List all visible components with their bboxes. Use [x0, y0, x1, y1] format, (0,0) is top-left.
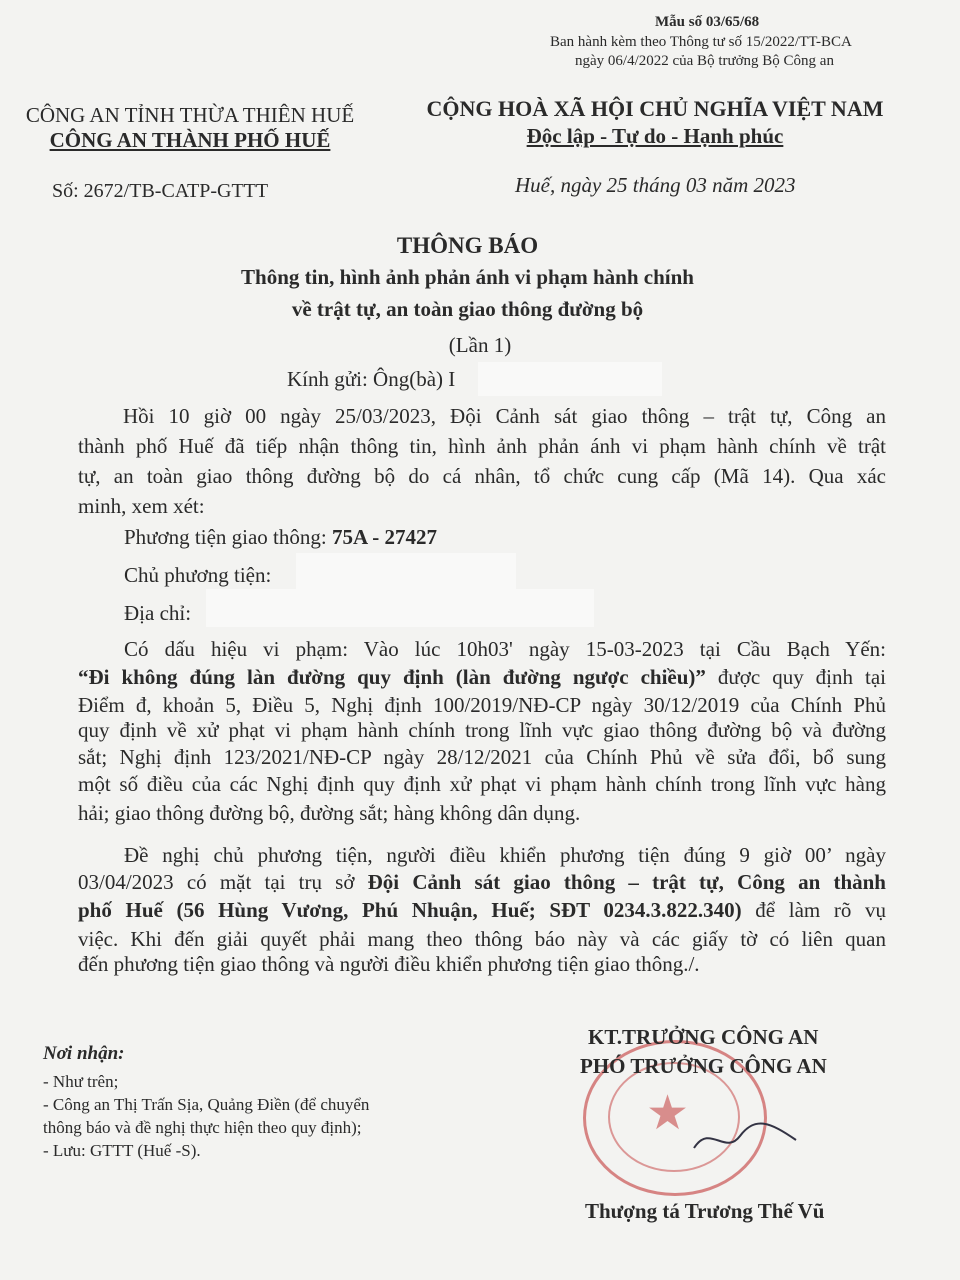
notice-subtitle-2: về trật tự, an toàn giao thông đường bộ: [291, 297, 644, 321]
request-line: đến phương tiện giao thông và người điều khiển phương tiện giao thông./.: [78, 952, 700, 976]
violation-line: sắt; Nghị định 123/2021/NĐ-CP ngày 28/12/2021 của Chính Phủ về sửa đổi, bổ sung: [78, 745, 886, 769]
recipients-heading: Nơi nhận:: [43, 1043, 125, 1064]
vehicle-plate: 75A - 27427: [331, 525, 437, 549]
recipient-item: - Công an Thị Trấn Sịa, Quảng Điền (để chuyển: [43, 1095, 370, 1114]
agency-name: CÔNG AN THÀNH PHỐ HUẾ: [49, 128, 331, 152]
request-line: [78, 898, 886, 923]
violation-line: Có dấu hiệu vi phạm: Vào lúc 10h03' ngày 15-03-2023 tại Cầu Bạch Yến:: [124, 637, 886, 661]
recipient-line: Kính gửi: Ông(bà) I: [287, 367, 456, 391]
request-date-text: 03/04/2023 có mặt tại trụ sở: [78, 870, 368, 894]
signature-mark: [690, 1118, 800, 1158]
request-line: việc. Khi đến giải quyết phải mang theo thông báo này và các giấy tờ có liên quan: [78, 927, 886, 951]
request-line: Đề nghị chủ phương tiện, người điều khiển phương tiện đúng 9 giờ 00’ ngày: [124, 843, 886, 867]
notice-title: THÔNG BÁO: [396, 233, 539, 258]
notice-time: (Lần 1): [448, 333, 512, 357]
violation-after-quote: được quy định tại: [705, 665, 886, 689]
country-motto: Độc lập - Tự do - Hạnh phúc: [526, 124, 784, 148]
paragraph1-line: Hồi 10 giờ 00 ngày 25/03/2023, Đội Cảnh sát giao thông – trật tự, Công an: [123, 404, 886, 428]
paragraph1-line: tự, an toàn giao thông đường bộ do cá nhân, tổ chức cung cấp (Mã 14). Qua xác: [78, 464, 886, 488]
signer-name: Thượng tá Trương Thế Vũ: [585, 1199, 825, 1223]
paragraph1-line: thành phố Huế đã tiếp nhận thông tin, hình ảnh phản ánh vi phạm hành chính về trật: [78, 434, 886, 458]
request-line: [78, 870, 886, 895]
recipient-item: thông báo và đề nghị thực hiện theo quy định);: [43, 1118, 362, 1137]
document-number: Số: 2672/TB-CATP-GTTT: [52, 180, 269, 202]
violation-line: quy định về xử phạt vi phạm hành chính trong lĩnh vực giao thông đường bộ và đường: [78, 718, 886, 742]
place-date: Huế, ngày 25 tháng 03 năm 2023: [515, 173, 796, 197]
paragraph1-line: minh, xem xét:: [78, 494, 205, 518]
violation-quote-line: [78, 665, 886, 690]
recipient-item: - Như trên;: [43, 1072, 119, 1091]
owner-label: Chủ phương tiện:: [124, 563, 272, 587]
issued-date-line: ngày 06/4/2022 của Bộ trưởng Bộ Công an: [575, 53, 834, 69]
signer-role-2: PHÓ TRƯỞNG CÔNG AN: [580, 1054, 827, 1078]
notice-subtitle-1: Thông tin, hình ảnh phản ánh vi phạm hành chính: [241, 265, 694, 289]
redacted-address: [206, 589, 594, 627]
form-number: Mẫu số 03/65/68: [655, 14, 760, 30]
violation-line: một số điều của các Nghị định quy định xử phạt vi phạm hành chính trong lĩnh vực hàng: [78, 772, 886, 796]
signer-role-1: KT.TRƯỞNG CÔNG AN: [588, 1025, 819, 1049]
recipient-item: - Lưu: GTTT (Huế -S).: [43, 1141, 201, 1160]
vehicle-line: [124, 525, 437, 550]
address-label: Địa chỉ:: [124, 601, 192, 625]
violation-line: Điểm đ, khoản 5, Điều 5, Nghị định 100/2019/NĐ-CP ngày 30/12/2019 của Chính Phủ: [78, 693, 886, 717]
violation-line: hải; giao thông đường bộ, đường sắt; hàng không dân dụng.: [78, 801, 581, 825]
agency-parent: CÔNG AN TỈNH THỪA THIÊN HUẾ: [25, 103, 355, 127]
redacted-owner: [296, 553, 516, 589]
redacted-recipient: [478, 362, 662, 396]
request-office-address: phố Huế (56 Hùng Vương, Phú Nhuận, Huế; SĐT 0234.3.822.340): [78, 898, 742, 922]
issued-by-line: Ban hành kèm theo Thông tư số 15/2022/TT-BCA: [550, 34, 852, 50]
country-name: CỘNG HOÀ XÃ HỘI CHỦ NGHĨA VIỆT NAM: [426, 96, 884, 121]
violation-quote: “Đi không đúng làn đường quy định (làn đường ngược chiều)”: [78, 665, 706, 689]
request-purpose: để làm rõ vụ: [741, 898, 886, 922]
seal-star-icon: ★: [646, 1085, 690, 1141]
vehicle-label: Phương tiện giao thông:: [124, 525, 332, 549]
request-office: Đội Cảnh sát giao thông – trật tự, Công an thành: [367, 870, 886, 894]
